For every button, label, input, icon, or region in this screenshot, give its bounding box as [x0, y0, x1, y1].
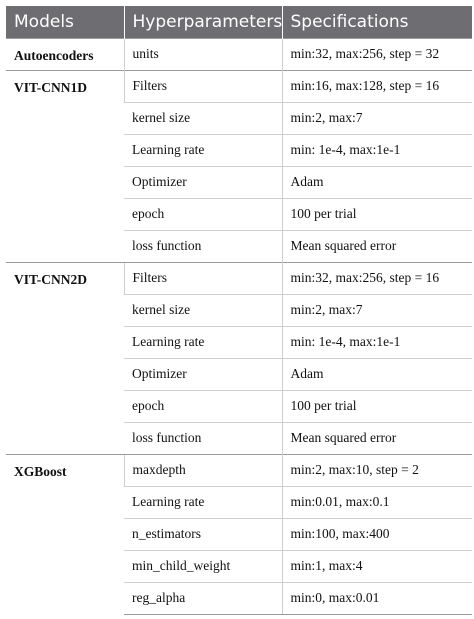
specification-cell: min:100, max:400	[282, 518, 472, 550]
specification-cell: min: 1e-4, max:1e-1	[282, 326, 472, 358]
hyperparameter-cell: Learning rate	[124, 326, 282, 358]
header-specifications: Specifications	[282, 6, 472, 38]
specification-cell: min:0, max:0.01	[282, 582, 472, 614]
specification-cell: Mean squared error	[282, 230, 472, 262]
model-name-cell: VIT-CNN1D	[6, 70, 124, 262]
hyperparameter-cell: kernel size	[124, 294, 282, 326]
hyperparameter-cell: min_child_weight	[124, 550, 282, 582]
hyperparameter-table-container	[6, 6, 472, 615]
specification-cell: min:32, max:256, step = 16	[282, 262, 472, 294]
hyperparameter-cell: epoch	[124, 198, 282, 230]
specification-cell: min:2, max:10, step = 2	[282, 454, 472, 486]
hyperparameter-cell: maxdepth	[124, 454, 282, 486]
specification-cell: min: 1e-4, max:1e-1	[282, 134, 472, 166]
specification-cell: min:16, max:128, step = 16	[282, 70, 472, 102]
table-row	[6, 454, 472, 486]
specification-cell: 100 per trial	[282, 390, 472, 422]
hyperparameter-cell: kernel size	[124, 102, 282, 134]
table-body	[6, 38, 472, 614]
specification-cell: min:32, max:256, step = 32	[282, 38, 472, 70]
header-row	[6, 6, 472, 38]
table-row	[6, 38, 472, 70]
specification-cell: min:0.01, max:0.1	[282, 486, 472, 518]
hyperparameter-cell: reg_alpha	[124, 582, 282, 614]
header-models: Models	[6, 6, 124, 38]
hyperparameter-cell: loss function	[124, 422, 282, 454]
hyperparameter-cell: Optimizer	[124, 358, 282, 390]
specification-cell: min:2, max:7	[282, 102, 472, 134]
hyperparameter-cell: Optimizer	[124, 166, 282, 198]
model-name-cell: VIT-CNN2D	[6, 262, 124, 454]
hyperparameter-cell: Learning rate	[124, 486, 282, 518]
specification-cell: 100 per trial	[282, 198, 472, 230]
header-hyperparameters: Hyperparameters	[124, 6, 282, 38]
hyperparameter-cell: Filters	[124, 262, 282, 294]
model-name-cell: XGBoost	[6, 454, 124, 614]
hyperparameter-cell: units	[124, 38, 282, 70]
model-name-cell: Autoencoders	[6, 38, 124, 70]
hyperparameter-cell: epoch	[124, 390, 282, 422]
specification-cell: Adam	[282, 358, 472, 390]
hyperparameter-cell: loss function	[124, 230, 282, 262]
hyperparameter-cell: n_estimators	[124, 518, 282, 550]
specification-cell: Adam	[282, 166, 472, 198]
hyperparameter-table	[6, 6, 472, 615]
table-header	[6, 6, 472, 38]
hyperparameter-cell: Filters	[124, 70, 282, 102]
table-row	[6, 262, 472, 294]
table-row	[6, 70, 472, 102]
specification-cell: Mean squared error	[282, 422, 472, 454]
specification-cell: min:2, max:7	[282, 294, 472, 326]
specification-cell: min:1, max:4	[282, 550, 472, 582]
hyperparameter-cell: Learning rate	[124, 134, 282, 166]
